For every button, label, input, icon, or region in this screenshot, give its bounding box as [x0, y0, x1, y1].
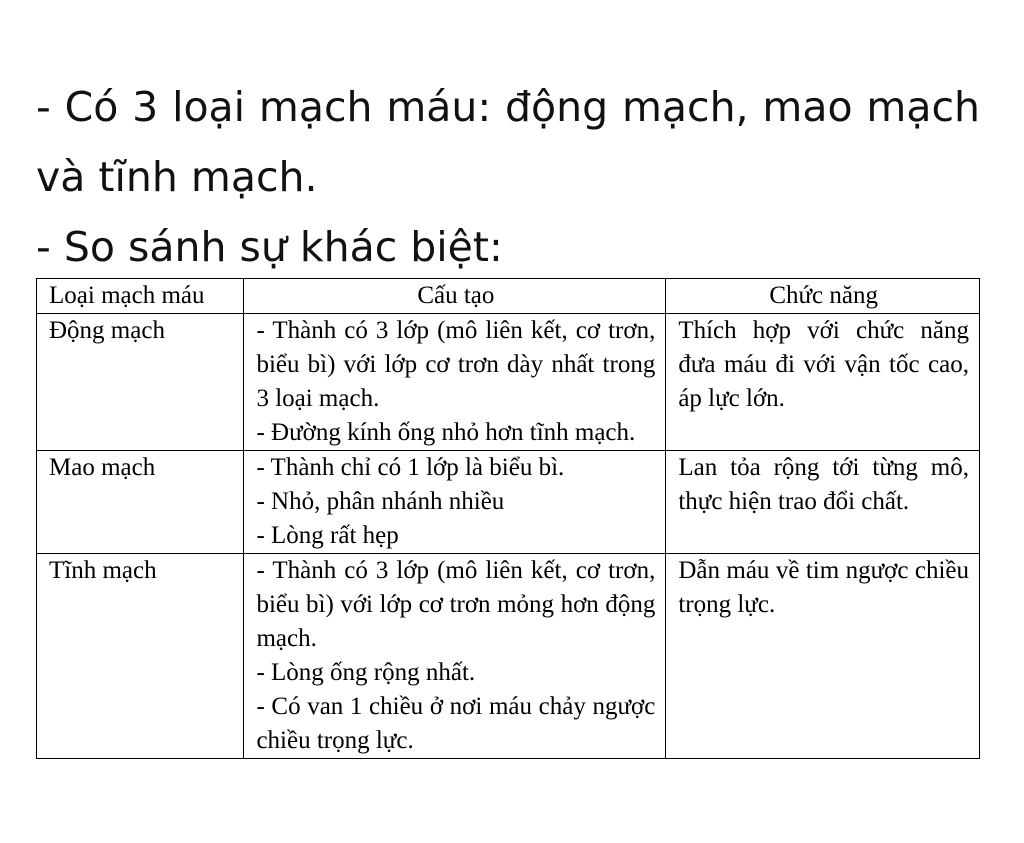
structure-line: - Thành có 3 lớp (mô liên kết, cơ trơn, biểu bì) với lớp cơ trơn mỏng hơn động mạch. — [256, 557, 656, 652]
table-header-row — [37, 279, 980, 314]
table-row — [37, 451, 980, 554]
structure-line: - Đường kính ống nhỏ hơn tĩnh mạch. — [256, 419, 636, 446]
intro-line-compare: - So sánh sự khác biệt: — [36, 223, 503, 271]
row-artery-function: Thích hợp với chức năng đưa máu đi với vận tốc cao, áp lực lớn. — [666, 314, 980, 451]
header-vessel-type: Loại mạch máu — [37, 279, 244, 314]
intro-text — [36, 72, 980, 282]
row-vein-structure — [244, 554, 666, 759]
row-capillary-type: Mao mạch — [37, 451, 244, 554]
row-capillary-structure — [244, 451, 666, 554]
table-row — [37, 314, 980, 451]
structure-line: - Có van 1 chiều ở nơi máu chảy ngược chiều trọng lực. — [256, 693, 656, 754]
header-function: Chức năng — [666, 279, 980, 314]
structure-line: - Lòng rất hẹp — [256, 522, 399, 549]
structure-line: - Lòng ống rộng nhất. — [256, 659, 476, 686]
table-row — [37, 554, 980, 759]
structure-line: - Thành có 3 lớp (mô liên kết, cơ trơn, biểu bì) với lớp cơ trơn dày nhất trong 3 loại mạch. — [256, 317, 656, 412]
row-artery-type: Động mạch — [37, 314, 244, 451]
intro-line-blood-vessel-types: - Có 3 loại mạch máu: động mạch, mao mạch và tĩnh mạch. — [36, 83, 980, 201]
blood-vessel-comparison-table — [36, 278, 980, 759]
row-capillary-function: Lan tỏa rộng tới từng mô, thực hiện trao đổi chất. — [666, 451, 980, 554]
structure-line: - Thành chỉ có 1 lớp là biểu bì. — [256, 454, 565, 481]
row-vein-function: Dẫn máu về tim ngược chiều trọng lực. — [666, 554, 980, 759]
row-artery-structure — [244, 314, 666, 451]
header-structure: Cấu tạo — [244, 279, 666, 314]
row-vein-type: Tĩnh mạch — [37, 554, 244, 759]
structure-line: - Nhỏ, phân nhánh nhiều — [256, 488, 505, 515]
